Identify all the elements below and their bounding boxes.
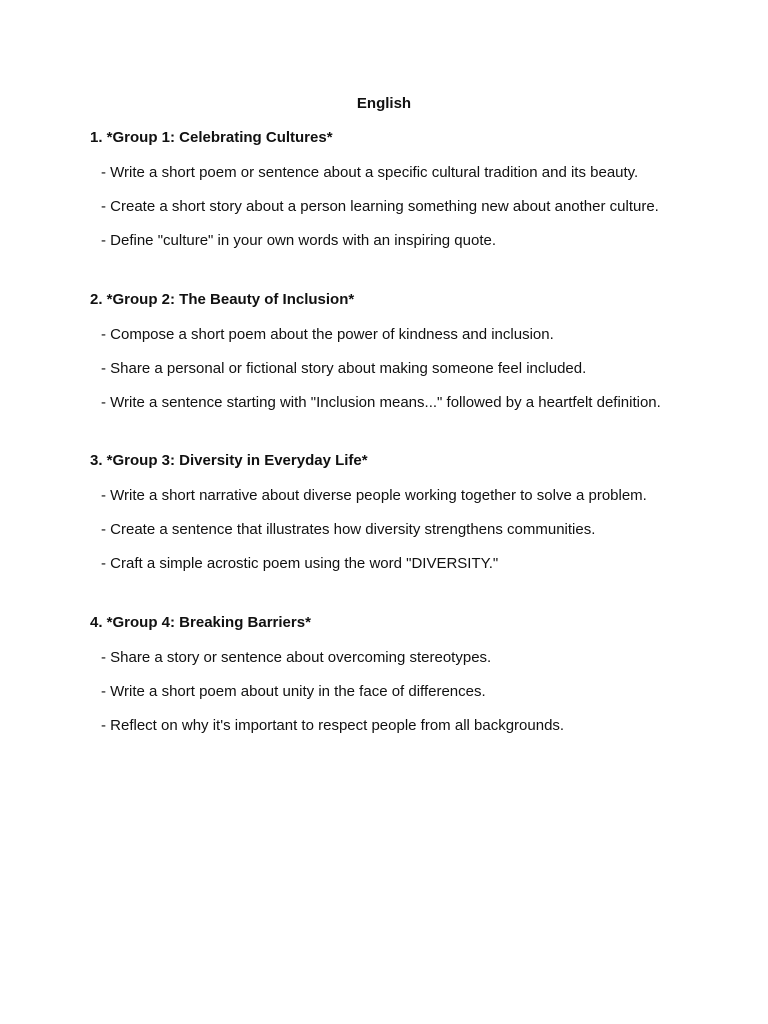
task-text: - Write a short poem or sentence about a specific cultural tradition and its beauty. [101,164,639,181]
document-title: English [356,95,412,112]
task-text: - Create a sentence that illustrates how diversity strengthens communities. [101,521,596,538]
group-4-heading: 4. *Group 4: Breaking Barriers* [90,613,311,631]
group-2-section [90,289,672,415]
group-2-task-3 [90,391,672,415]
task-text: - Write a sentence starting with "Inclusion means..." followed by a heartfelt definition. [101,393,661,411]
group-1-section [90,127,672,253]
task-text: - Reflect on why it's important to respect people from all backgrounds. [101,716,565,734]
group-3-task-1 [90,484,672,508]
group-2-task-1 [90,323,672,347]
group-2-task-2 [90,357,672,381]
group-1-task-1 [90,161,672,185]
group-4-task-2 [90,680,672,704]
group-3-heading: 3. *Group 3: Diversity in Everyday Life* [90,452,368,469]
task-text: - Write a short narrative about diverse people working together to solve a problem. [101,487,647,504]
group-1-task-2 [90,195,672,219]
group-3-section [90,450,672,576]
group-3-task-3 [90,552,672,576]
task-text: - Craft a simple acrostic poem using the word "DIVERSITY." [101,555,499,572]
group-4-task-3 [90,714,672,738]
document-body [90,127,672,773]
task-text: - Share a personal or fictional story about making someone feel included. [101,359,587,377]
task-text: - Compose a short poem about the power of kindness and inclusion. [101,325,554,343]
task-text: - Define "culture" in your own words with an inspiring quote. [101,232,497,249]
group-4-section [90,612,672,738]
group-1-heading: 1. *Group 1: Celebrating Cultures* [90,129,333,146]
group-1-task-3 [90,229,672,253]
group-3-task-2 [90,518,672,542]
task-text: - Write a short poem about unity in the face of differences. [101,682,486,700]
task-text: - Share a story or sentence about overcoming stereotypes. [101,648,492,666]
task-text: - Create a short story about a person learning something new about another culture. [101,198,659,215]
group-2-heading: 2. *Group 2: The Beauty of Inclusion* [90,290,355,308]
group-4-task-1 [90,646,672,670]
